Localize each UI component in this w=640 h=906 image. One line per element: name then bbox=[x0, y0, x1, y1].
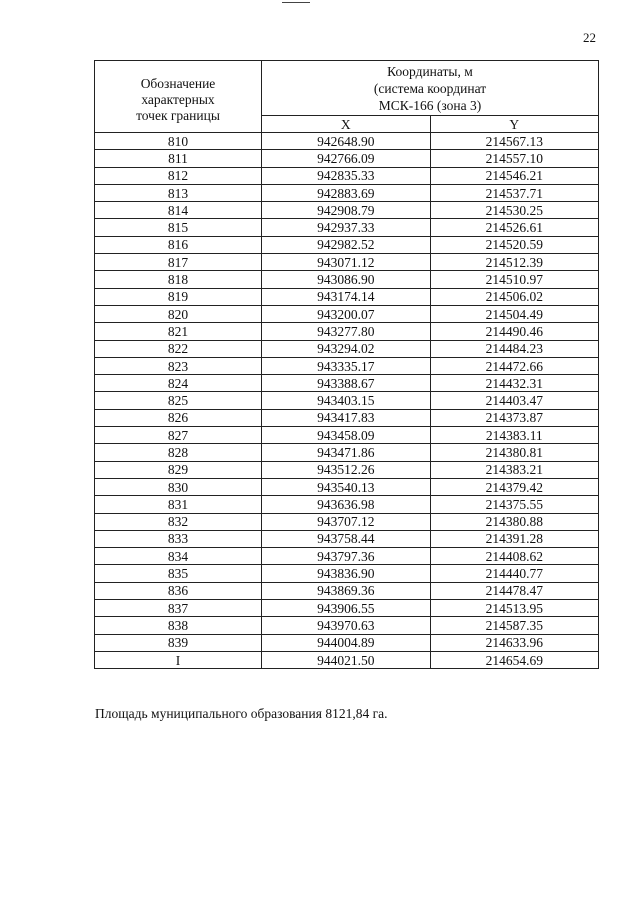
point-id-cell: I bbox=[95, 651, 262, 668]
point-id-cell: 826 bbox=[95, 409, 262, 426]
y-coordinate-cell: 214408.62 bbox=[430, 548, 599, 565]
coordinates-table bbox=[94, 60, 599, 669]
point-id-cell: 830 bbox=[95, 478, 262, 495]
y-coordinate-cell: 214373.87 bbox=[430, 409, 599, 426]
point-id-cell: 821 bbox=[95, 323, 262, 340]
points-header-line: Обозначение bbox=[140, 75, 216, 91]
table-row bbox=[95, 409, 599, 426]
point-id-cell: 831 bbox=[95, 496, 262, 513]
table-row bbox=[95, 133, 599, 150]
y-coordinate-cell: 214380.81 bbox=[430, 444, 599, 461]
y-coordinate-cell: 214537.71 bbox=[430, 184, 599, 201]
x-coordinate-cell: 943417.83 bbox=[262, 409, 431, 426]
point-id-cell: 838 bbox=[95, 617, 262, 634]
x-coordinate-cell: 943086.90 bbox=[262, 271, 431, 288]
point-id-cell: 839 bbox=[95, 634, 262, 651]
table-row bbox=[95, 427, 599, 444]
point-id-cell: 819 bbox=[95, 288, 262, 305]
x-coordinate-cell: 943294.02 bbox=[262, 340, 431, 357]
table-row bbox=[95, 202, 599, 219]
x-coordinate-cell: 943540.13 bbox=[262, 478, 431, 495]
x-coordinate-cell: 944004.89 bbox=[262, 634, 431, 651]
table-row bbox=[95, 357, 599, 374]
points-header-line: характерных bbox=[141, 91, 215, 107]
point-id-cell: 811 bbox=[95, 150, 262, 167]
point-id-cell: 812 bbox=[95, 167, 262, 184]
x-coordinate-cell: 943707.12 bbox=[262, 513, 431, 530]
point-id-cell: 836 bbox=[95, 582, 262, 599]
y-coordinate-cell: 214490.46 bbox=[430, 323, 599, 340]
coordinates-column-header bbox=[262, 61, 599, 116]
point-id-cell: 833 bbox=[95, 530, 262, 547]
table-row bbox=[95, 167, 599, 184]
point-id-cell: 835 bbox=[95, 565, 262, 582]
table-row bbox=[95, 582, 599, 599]
table-row bbox=[95, 444, 599, 461]
y-coordinate-cell: 214633.96 bbox=[430, 634, 599, 651]
point-id-cell: 829 bbox=[95, 461, 262, 478]
point-id-cell: 814 bbox=[95, 202, 262, 219]
x-coordinate-cell: 943174.14 bbox=[262, 288, 431, 305]
table-row bbox=[95, 392, 599, 409]
table-row bbox=[95, 565, 599, 582]
coords-header-line: МСК-166 (зона 3) bbox=[378, 98, 482, 113]
y-coordinate-cell: 214512.39 bbox=[430, 254, 599, 271]
point-id-cell: 820 bbox=[95, 305, 262, 322]
table-row bbox=[95, 254, 599, 271]
coords-header-line: (система координат bbox=[373, 81, 487, 96]
y-coordinate-cell: 214472.66 bbox=[430, 357, 599, 374]
y-coordinate-cell: 214506.02 bbox=[430, 288, 599, 305]
x-coordinate-cell: 943403.15 bbox=[262, 392, 431, 409]
y-coordinate-cell: 214654.69 bbox=[430, 651, 599, 668]
top-scan-mark bbox=[282, 0, 310, 3]
point-id-cell: 816 bbox=[95, 236, 262, 253]
y-coordinate-cell: 214530.25 bbox=[430, 202, 599, 219]
y-coordinate-cell: 214546.21 bbox=[430, 167, 599, 184]
y-column-header: Y bbox=[430, 116, 599, 133]
y-coordinate-cell: 214513.95 bbox=[430, 600, 599, 617]
y-coordinate-cell: 214567.13 bbox=[430, 133, 599, 150]
table-row bbox=[95, 305, 599, 322]
point-id-cell: 810 bbox=[95, 133, 262, 150]
x-coordinate-cell: 943836.90 bbox=[262, 565, 431, 582]
point-id-cell: 818 bbox=[95, 271, 262, 288]
x-coordinate-cell: 942835.33 bbox=[262, 167, 431, 184]
table-row bbox=[95, 600, 599, 617]
table-row bbox=[95, 375, 599, 392]
points-column-header bbox=[95, 61, 262, 133]
table-row bbox=[95, 323, 599, 340]
area-statement: Площадь муниципального образования 8121,84 га. bbox=[95, 706, 388, 721]
x-coordinate-cell: 943970.63 bbox=[262, 617, 431, 634]
x-coordinate-cell: 942883.69 bbox=[262, 184, 431, 201]
y-coordinate-cell: 214557.10 bbox=[430, 150, 599, 167]
y-coordinate-cell: 214484.23 bbox=[430, 340, 599, 357]
y-coordinate-cell: 214510.97 bbox=[430, 271, 599, 288]
x-coordinate-cell: 942982.52 bbox=[262, 236, 431, 253]
page-number: 22 bbox=[583, 30, 596, 45]
table-body bbox=[95, 133, 599, 669]
point-id-cell: 825 bbox=[95, 392, 262, 409]
table-row bbox=[95, 461, 599, 478]
y-coordinate-cell: 214375.55 bbox=[430, 496, 599, 513]
points-header-line: точек границы bbox=[136, 107, 220, 123]
x-coordinate-cell: 944021.50 bbox=[262, 651, 431, 668]
table-row bbox=[95, 617, 599, 634]
x-coordinate-cell: 942908.79 bbox=[262, 202, 431, 219]
table-row bbox=[95, 236, 599, 253]
y-coordinate-cell: 214383.21 bbox=[430, 461, 599, 478]
table-row bbox=[95, 219, 599, 236]
x-coordinate-cell: 942937.33 bbox=[262, 219, 431, 236]
y-coordinate-cell: 214380.88 bbox=[430, 513, 599, 530]
y-coordinate-cell: 214403.47 bbox=[430, 392, 599, 409]
x-coordinate-cell: 943277.80 bbox=[262, 323, 431, 340]
x-coordinate-cell: 943869.36 bbox=[262, 582, 431, 599]
x-column-header: X bbox=[262, 116, 431, 133]
x-coordinate-cell: 943335.17 bbox=[262, 357, 431, 374]
table-row bbox=[95, 340, 599, 357]
x-coordinate-cell: 943458.09 bbox=[262, 427, 431, 444]
x-coordinate-cell: 943512.26 bbox=[262, 461, 431, 478]
x-coordinate-cell: 942648.90 bbox=[262, 133, 431, 150]
point-id-cell: 824 bbox=[95, 375, 262, 392]
table-row bbox=[95, 288, 599, 305]
y-coordinate-cell: 214526.61 bbox=[430, 219, 599, 236]
x-coordinate-cell: 942766.09 bbox=[262, 150, 431, 167]
x-coordinate-cell: 943471.86 bbox=[262, 444, 431, 461]
table-row bbox=[95, 496, 599, 513]
y-coordinate-cell: 214432.31 bbox=[430, 375, 599, 392]
point-id-cell: 815 bbox=[95, 219, 262, 236]
point-id-cell: 834 bbox=[95, 548, 262, 565]
y-coordinate-cell: 214379.42 bbox=[430, 478, 599, 495]
point-id-cell: 823 bbox=[95, 357, 262, 374]
table-row bbox=[95, 271, 599, 288]
point-id-cell: 817 bbox=[95, 254, 262, 271]
table-row bbox=[95, 478, 599, 495]
point-id-cell: 837 bbox=[95, 600, 262, 617]
y-coordinate-cell: 214478.47 bbox=[430, 582, 599, 599]
y-coordinate-cell: 214440.77 bbox=[430, 565, 599, 582]
x-coordinate-cell: 943388.67 bbox=[262, 375, 431, 392]
x-coordinate-cell: 943636.98 bbox=[262, 496, 431, 513]
x-coordinate-cell: 943071.12 bbox=[262, 254, 431, 271]
table-row bbox=[95, 513, 599, 530]
table-row bbox=[95, 150, 599, 167]
table-row bbox=[95, 634, 599, 651]
y-coordinate-cell: 214383.11 bbox=[430, 427, 599, 444]
x-coordinate-cell: 943200.07 bbox=[262, 305, 431, 322]
y-coordinate-cell: 214587.35 bbox=[430, 617, 599, 634]
table-row bbox=[95, 184, 599, 201]
point-id-cell: 828 bbox=[95, 444, 262, 461]
y-coordinate-cell: 214520.59 bbox=[430, 236, 599, 253]
table-row bbox=[95, 530, 599, 547]
point-id-cell: 827 bbox=[95, 427, 262, 444]
y-coordinate-cell: 214504.49 bbox=[430, 305, 599, 322]
point-id-cell: 813 bbox=[95, 184, 262, 201]
coords-header-line: Координаты, м bbox=[387, 64, 473, 79]
y-coordinate-cell: 214391.28 bbox=[430, 530, 599, 547]
table-row bbox=[95, 548, 599, 565]
x-coordinate-cell: 943906.55 bbox=[262, 600, 431, 617]
x-coordinate-cell: 943758.44 bbox=[262, 530, 431, 547]
table-row bbox=[95, 651, 599, 668]
point-id-cell: 832 bbox=[95, 513, 262, 530]
x-coordinate-cell: 943797.36 bbox=[262, 548, 431, 565]
point-id-cell: 822 bbox=[95, 340, 262, 357]
table-header-row bbox=[95, 61, 599, 116]
